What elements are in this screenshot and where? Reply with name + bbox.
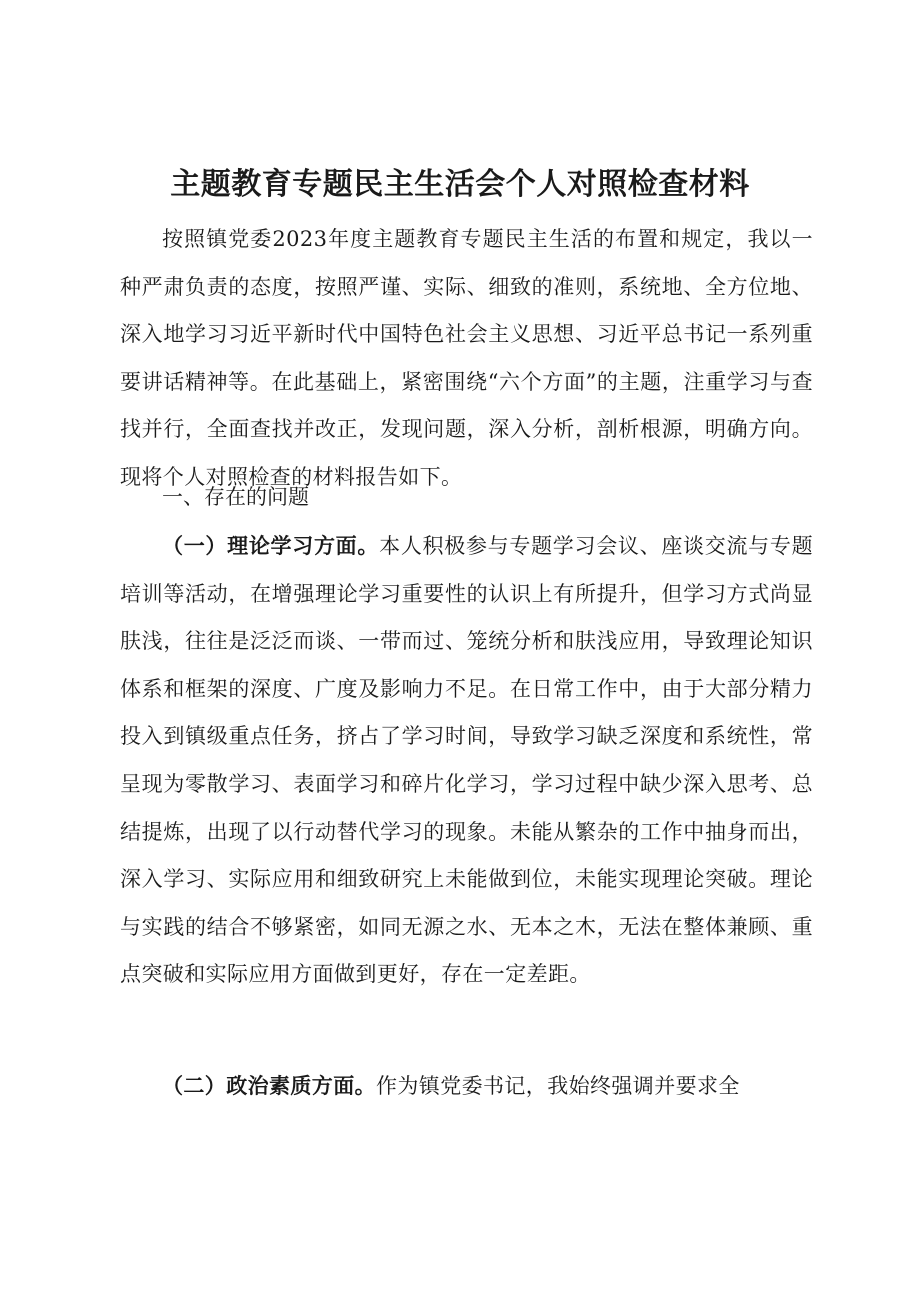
paragraph-lead-theory-study: （一）理论学习方面。 <box>162 533 380 558</box>
paragraph-text-theory-study: 本人积极参与专题学习会议、座谈交流与专题培训等活动，在增强理论学习重要性的认识上有所提升，但学习方式尚显肤浅，往往是泛泛而谈、一带而过、笼统分析和肤浅应用，导致理论知识体系和框架的深度、广度及影响力不足。在日常工作中，由于大部分精力投入到镇级重点任务，挤占了学习时间，导致学习缺乏深度和系统性，常呈现为零散学习、表面学习和碎片化学习，学习过程中缺少深入思考、总结提炼，出现了以行动替代学习的现象。未能从繁杂的工作中抽身而出，深入学习、实际应用和细致研究上未能做到位，未能实现理论突破。理论与实践的结合不够紧密，如同无源之水、无本之木，无法在整体兼顾、重点突破和实际应用方面做到更好，存在一定差距。 <box>120 534 814 987</box>
document-title: 主题教育专题民主生活会个人对照检查材料 <box>170 167 750 202</box>
paragraph-political-quality <box>120 1062 813 1111</box>
section-heading-problems: 一、存在的问题 <box>162 485 309 509</box>
paragraph-text-political-quality: 作为镇党委书记，我始终强调并要求全 <box>376 1074 740 1098</box>
paragraph-lead-political-quality: （二）政治素质方面。 <box>162 1073 376 1098</box>
paragraph-theory-study <box>120 522 813 999</box>
intro-paragraph: 按照镇党委2023年度主题教育专题民主生活的布置和规定，我以一种严肃负责的态度，按照严谨、实际、细致的准则，系统地、全方位地、深入地学习习近平新时代中国特色社会主义思想、习近平总书记一系列重要讲话精神等。在此基础上，紧密围绕“六个方面”的主题，注重学习与查找并行，全面查找并改正，发现问题，深入分析，剖析根源，明确方向。现将个人对照检查的材料报告如下。 <box>120 227 813 489</box>
